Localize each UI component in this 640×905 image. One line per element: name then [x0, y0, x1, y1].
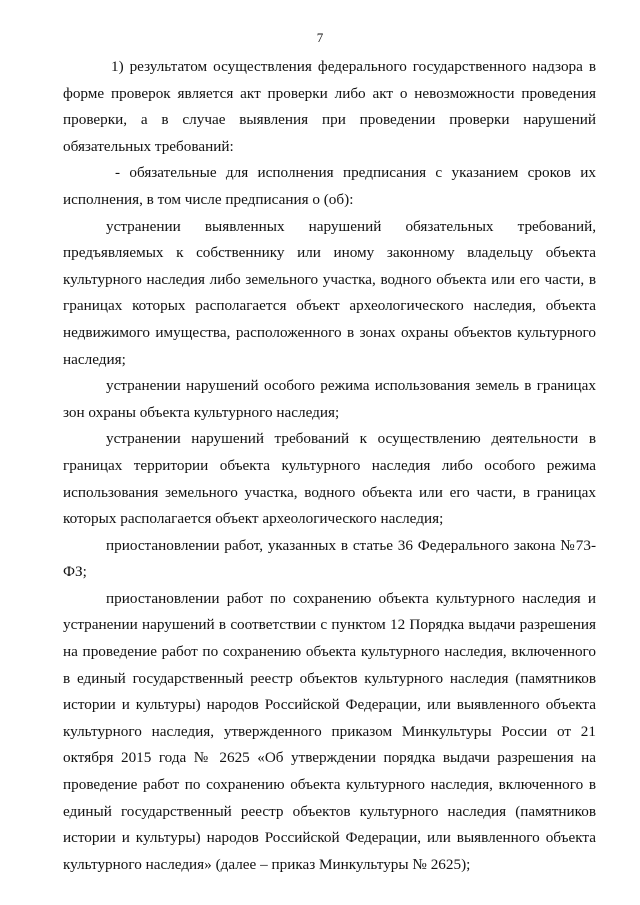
paragraph-suspend-works-article-36: приостановлении работ, указанных в статье 36 Федерального закона №73-ФЗ;	[63, 536, 596, 581]
paragraph-eliminate-violations: устранении выявленных нарушений обязательных требований, предъявляемых к собственнику или иному законному владельцу объекта культурного наследия либо земельного участка, водного объекта или его части, в границах которых располагается объект археологического наследия, объекта недвижимого имущества, расположенного в зонах охраны объектов культурного наследия;	[63, 217, 596, 368]
page-number: 7	[316, 30, 324, 45]
document-body	[63, 54, 596, 878]
paragraph-land-use-regime: устранении нарушений особого режима использования земель в границах зон охраны объекта культурного наследия;	[63, 377, 596, 421]
paragraph-inspection-result: 1) результатом осуществления федерального государственного надзора в форме проверок является акт проверки либо акт о невозможности проведения проверки, а в случае выявления при проведении проверки нарушений обязательных требований:	[63, 58, 596, 155]
paragraph-mandatory-orders: - обязательные для исполнения предписания с указанием сроков их исполнения, в том числе предписания о (об):	[63, 164, 596, 208]
paragraph-suspend-preservation-works: приостановлении работ по сохранению объекта культурного наследия и устранении нарушений в соответствии с пунктом 12 Порядка выдачи разрешения на проведение работ по сохранению объекта культурного наследия, включенного в единый государственный реестр объектов культурного наследия (памятников истории и культуры) народов Российской Федерации, или выявленного объекта культурного наследия, утвержденного приказом Минкультуры России от 21 октября 2015 года № 2625 «Об утверждении порядка выдачи разрешения на проведение работ по сохранению объекта культурного наследия, включенного в единый государственный реестр объектов культурного наследия (памятников истории и культуры) народов Российской Федерации, или выявленного объекта культурного наследия» (далее – приказ Минкультуры № 2625);	[63, 589, 596, 873]
paragraph-activity-requirements: устранении нарушений требований к осуществлению деятельности в границах территории объекта культурного наследия либо особого режима использования земельного участка, водного объекта или его части, в границах которых располагается объект археологического наследия;	[63, 430, 596, 528]
